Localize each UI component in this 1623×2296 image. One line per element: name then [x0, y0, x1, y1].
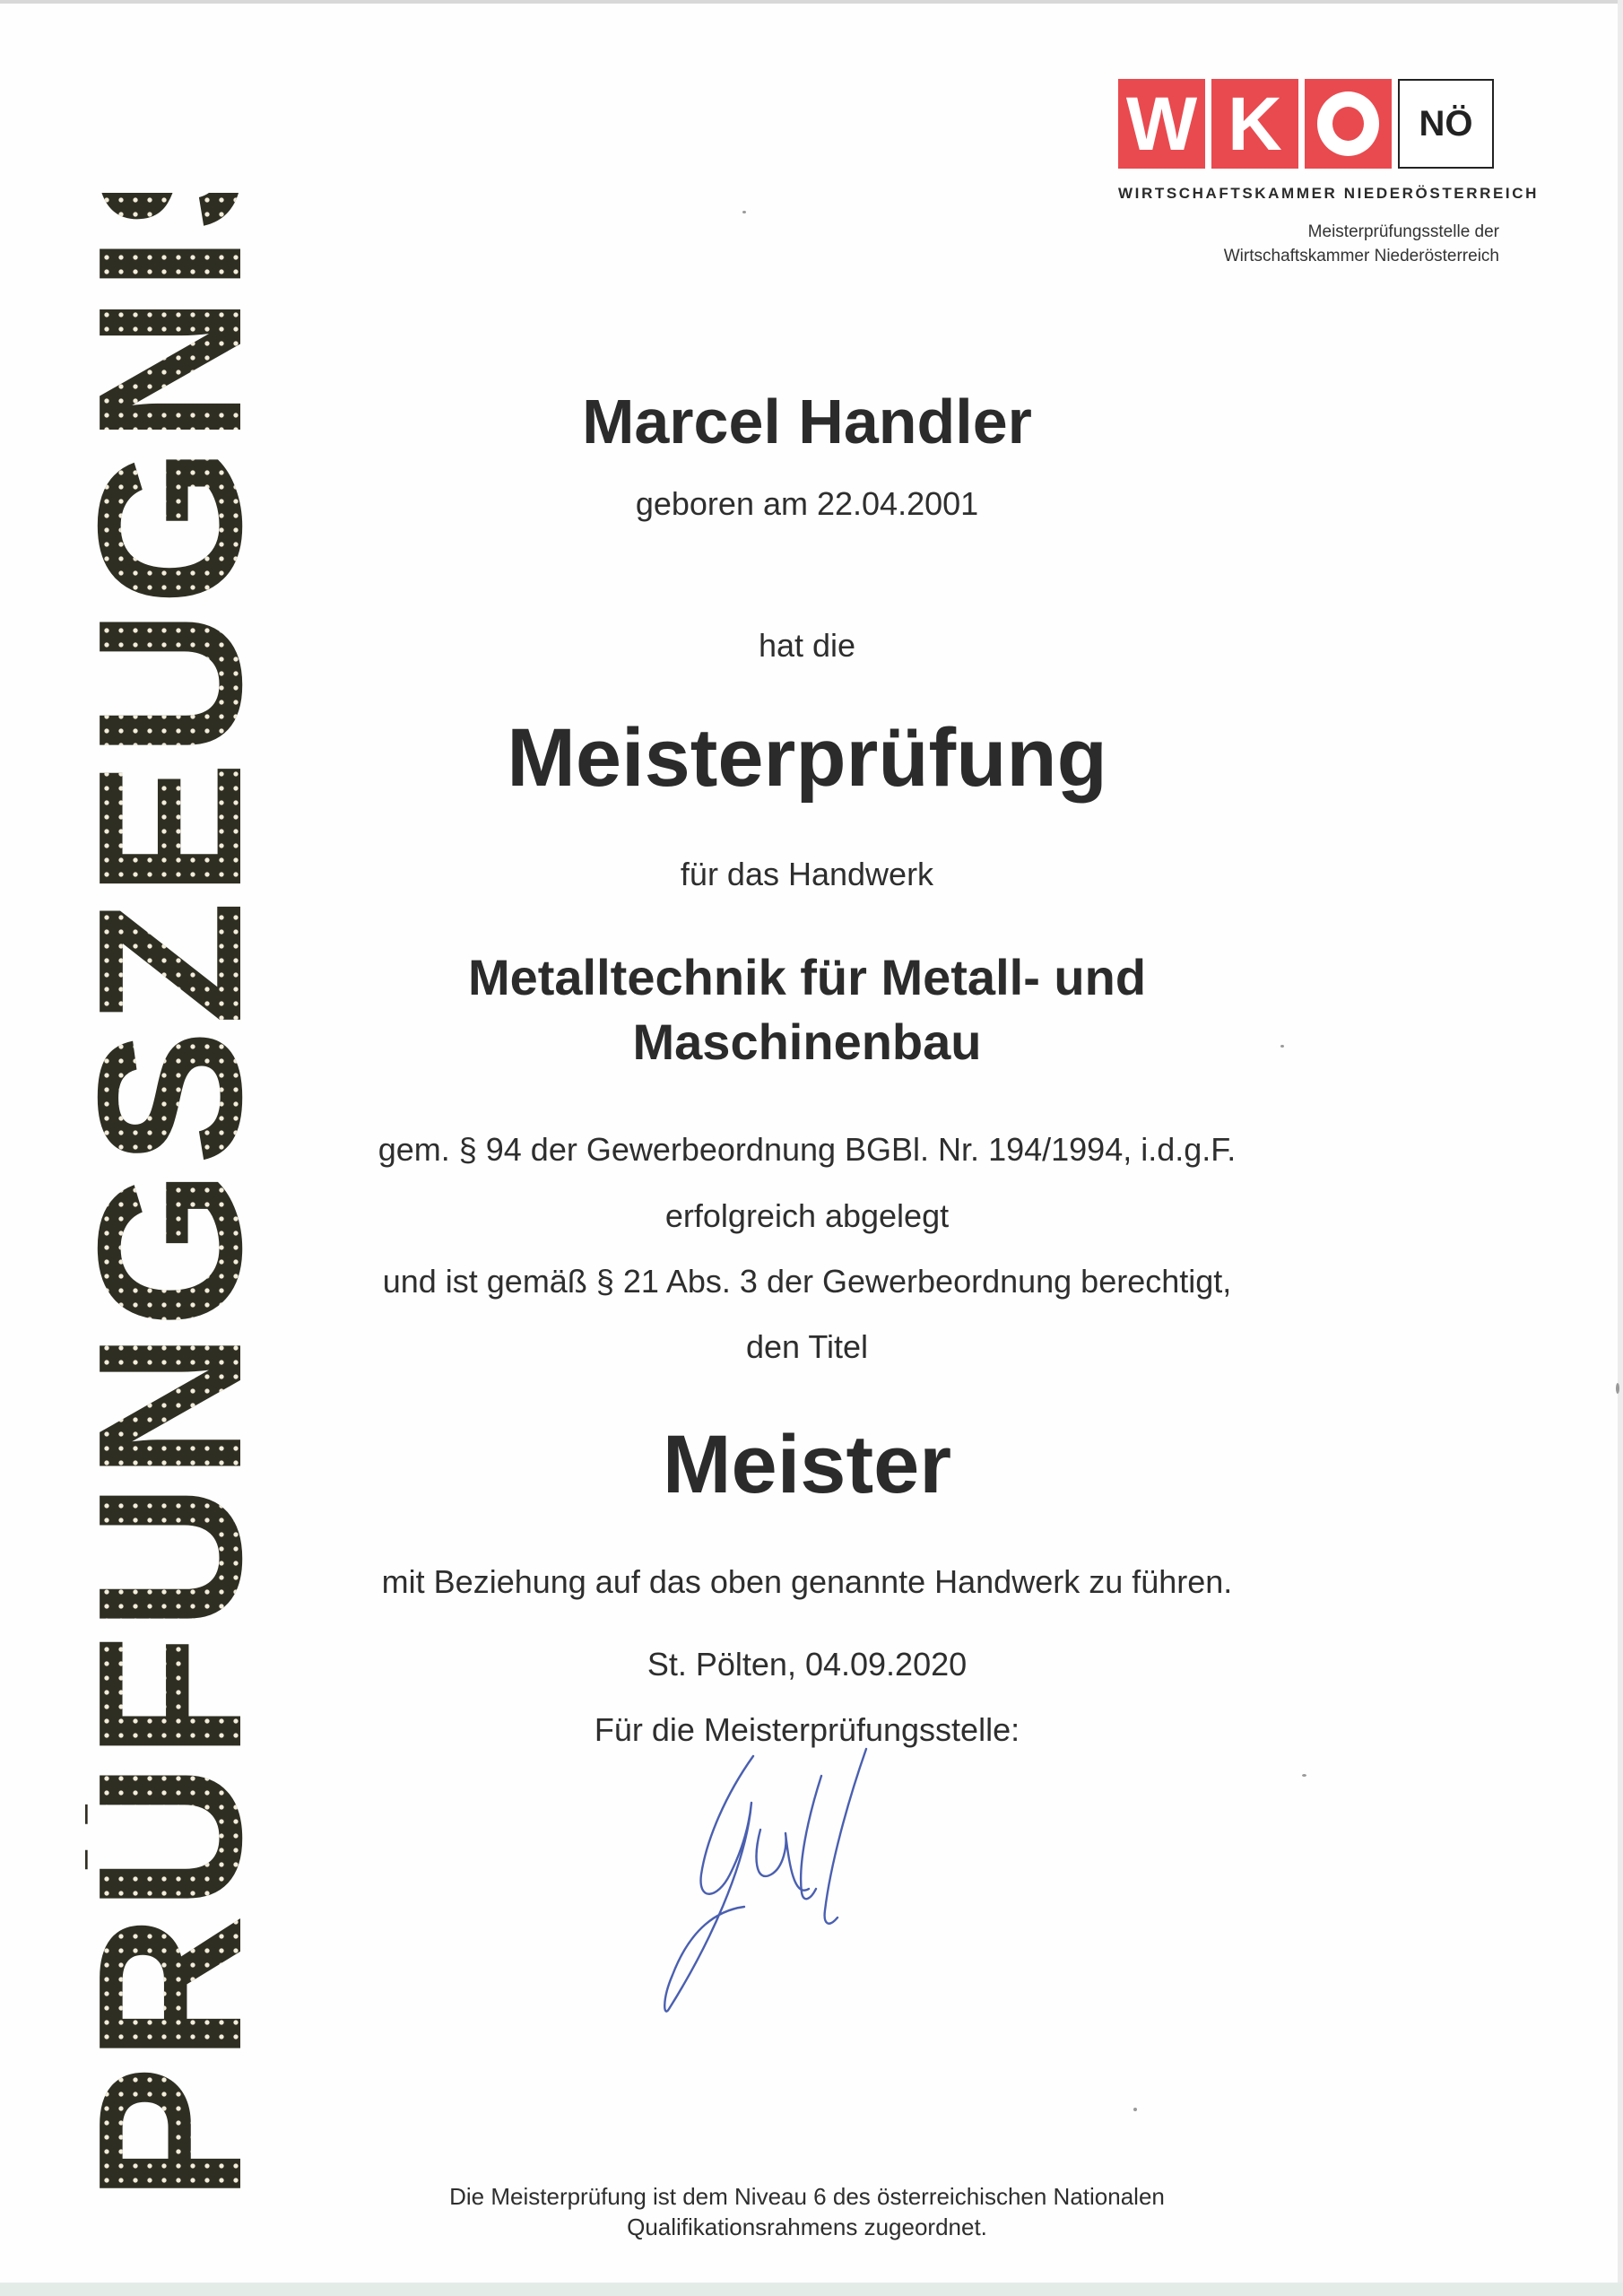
- place-and-date: St. Pölten, 04.09.2020: [647, 1646, 968, 1683]
- scan-edge-top: [0, 0, 1623, 4]
- has-the-text: hat die: [758, 627, 856, 664]
- scan-edge-right: [1618, 0, 1623, 2296]
- logo-letter-k: K: [1211, 79, 1298, 169]
- signature: [619, 1740, 915, 2027]
- vertical-title-container: [56, 91, 284, 2202]
- footnote-line-2: Qualifikationsrahmens zugeordnet.: [627, 2213, 987, 2240]
- trade-name-line-1: Metalltechnik für Metall- und: [467, 949, 1147, 1005]
- exam-title: Meisterprüfung: [507, 712, 1107, 804]
- logo-letter-w: W: [1118, 79, 1205, 169]
- logo-caption: WIRTSCHAFTSKAMMER NIEDERÖSTERREICH: [1118, 185, 1540, 202]
- legal-basis: gem. § 94 der Gewerbeordnung BGBl. Nr. 194/1994, i.d.g.F.: [378, 1131, 1237, 1168]
- relation-text: mit Beziehung auf das oben genannte Handwerk zu führen.: [381, 1563, 1233, 1600]
- scan-edge-bottom: [0, 2283, 1623, 2296]
- scan-speck: [1133, 2108, 1137, 2111]
- holder-name: Marcel Handler: [582, 387, 1032, 457]
- passed-text: erfolgreich abgelegt: [664, 1197, 950, 1234]
- issuer-line-2: Wirtschaftskammer Niederösterreich: [1223, 247, 1499, 265]
- signature-stroke: [801, 1776, 821, 1899]
- scan-speck: [1280, 1045, 1284, 1048]
- issuer-block: [1139, 220, 1499, 268]
- wko-logo: [1118, 79, 1540, 203]
- vertical-title: PRÜFUNGSZEUGNIS: [56, 91, 284, 2202]
- scan-speck: [1616, 1383, 1619, 1394]
- footnote: [359, 2181, 1255, 2242]
- logo-letter-o: [1305, 79, 1392, 169]
- signatory-label: Für die Meisterprüfungsstelle:: [594, 1711, 1020, 1748]
- logo-letters: [1118, 79, 1499, 169]
- entitlement-text: und ist gemäß § 21 Abs. 3 der Gewerbeordnung berechtigt,: [382, 1263, 1232, 1300]
- issuer-line-1: Meisterprüfungsstelle der: [1307, 222, 1499, 241]
- signature-stroke: [664, 1756, 753, 2012]
- footnote-line-1: Die Meisterprüfung ist dem Niveau 6 des österreichischen Nationalen: [449, 2183, 1165, 2210]
- for-trade-text: für das Handwerk: [680, 856, 934, 892]
- trade-name-line-2: Maschinenbau: [632, 1013, 982, 1070]
- birth-date: geboren am 22.04.2001: [635, 485, 979, 522]
- scan-speck: [1302, 1774, 1306, 1777]
- scan-speck: [742, 211, 746, 213]
- logo-region: NÖ: [1398, 79, 1494, 169]
- the-title-text: den Titel: [745, 1328, 869, 1365]
- awarded-title: Meister: [662, 1419, 952, 1510]
- signature-stroke: [825, 1749, 866, 1924]
